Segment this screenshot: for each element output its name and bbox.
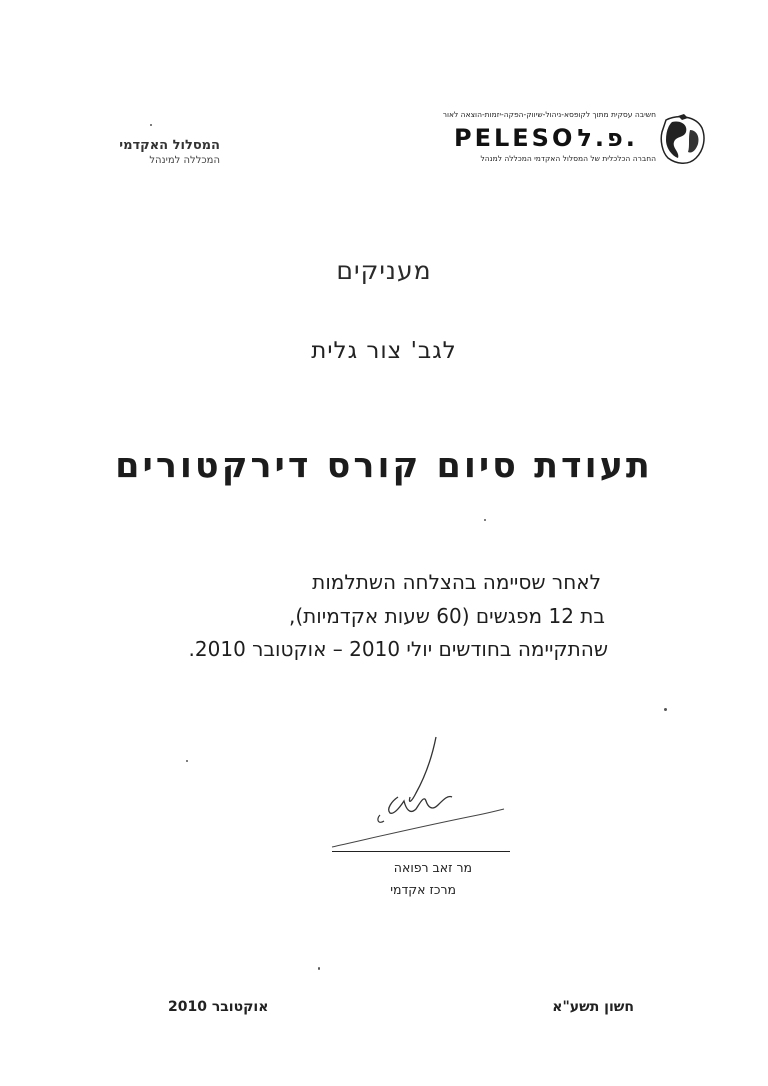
body-line-2: בת 12 מפגשים (60 שעות אקדמיות), [288,604,605,628]
academic-track-sub: המכללה למינהל [149,155,220,166]
signer-name: מר זאב רפואה [393,860,472,875]
handwritten-signature [328,735,508,853]
logo-wordmark-hebrew: פ.ל. [577,124,638,152]
recipient-name: לגב' צור גלית [311,338,457,364]
logo-tagline: חשיבה עסקית מתוך לקופסא-ניהול-שיווק-הפקה-יזמות-הוצאה לאור [442,110,656,119]
footer-date: אוקטובר 2010 [168,999,269,1015]
peleso-logo [442,110,706,180]
logo-wordmark-latin: PELESO [454,124,576,152]
scan-speck [664,708,667,711]
academic-track-name: המסלול האקדמי [119,138,220,153]
scan-speck [484,519,486,521]
logo-wordmark [454,124,638,152]
globe-icon [658,114,706,166]
body-line-1: לאחר שסיימה בהצלחה השתלמות [312,570,601,594]
body-line-3: שהתקיימה בחודשים יולי 2010 – אוקטובר 2010. [188,637,608,661]
signature-line [332,851,510,852]
logo-subline: החברה הכלכלית של המסלול האקדמי המכללה למנהל [480,154,656,163]
footer-hebrew-date: חשון תשע"א [552,999,634,1015]
scan-speck [318,967,320,970]
scan-speck [150,124,152,126]
signer-title: מרכז אקדמי [390,882,456,897]
scan-speck [186,760,188,762]
awarding-text: מעניקים [336,256,432,285]
academic-track-logo [100,138,220,178]
certificate-title: תעודת סיום קורס דירקטורים [115,446,653,486]
